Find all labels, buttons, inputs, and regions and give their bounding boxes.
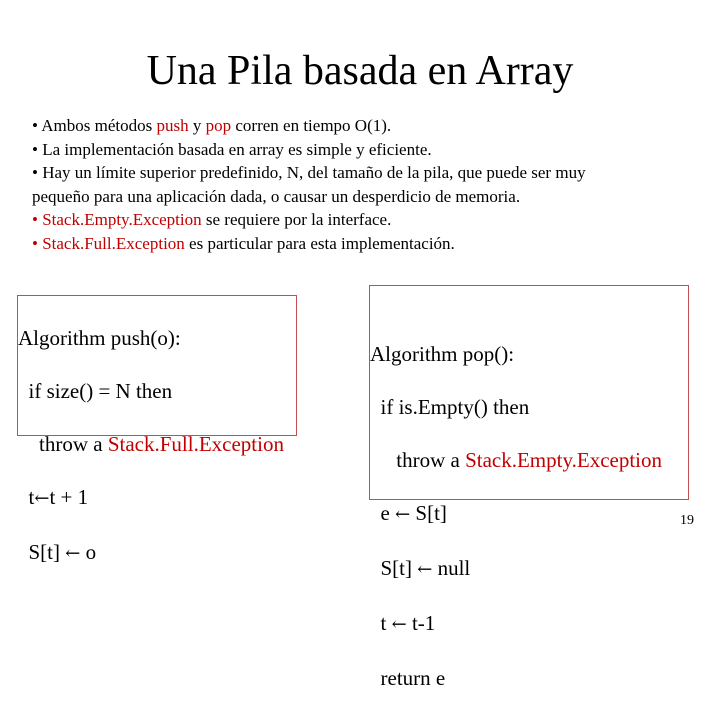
push-algorithm-box [17, 295, 297, 564]
push-keyword: push [156, 116, 189, 135]
push-line-store: S[t] ← o [18, 539, 97, 564]
pop-keyword: pop [205, 116, 232, 135]
push-line-condition: if size() = N then [18, 378, 173, 403]
bullet-simplicity: • La implementación basada en array es simple y eficiente. [32, 139, 432, 159]
bullet-limit-line2: pequeño para una aplicación dada, o causar un desperdicio de memoria. [32, 186, 521, 206]
assign-arrow-icon: ← [65, 542, 81, 564]
assign-arrow-icon: ← [34, 487, 50, 509]
pop-line-condition: if is.Empty() then [370, 394, 530, 419]
full-exception-name: • Stack.Full.Exception [32, 233, 185, 253]
pop-line-clear: S[t] ← null [370, 555, 471, 580]
empty-exception-name: • Stack.Empty.Exception [32, 210, 202, 229]
page-number: 19 [680, 513, 694, 528]
assign-arrow-icon: ← [395, 503, 411, 525]
pop-line-throw: throw a Stack.Empty.Exception [370, 447, 663, 472]
bullet-full-exception: • Stack.Full.Exception es particular para esta implementación. [32, 233, 455, 253]
bullet-complexity: • Ambos métodos push y pop corren en tiempo O(1). [32, 116, 392, 135]
bullet-empty-exception: • Stack.Empty.Exception se requiere por la interface. [32, 210, 392, 229]
pop-line-read: e ← S[t] [370, 500, 447, 525]
bullet-limit-line1: • Hay un límite superior predefinido, N, del tamaño de la pila, que puede ser muy [32, 163, 586, 182]
push-line-increment: t←t + 1 [18, 484, 89, 509]
pop-line-return: return e [370, 665, 446, 690]
bullet-list [32, 114, 702, 255]
pop-exception: Stack.Empty.Exception [465, 447, 663, 472]
pop-line-decrement: t ← t-1 [370, 610, 436, 635]
slide-title: Una Pila basada en Array [146, 48, 574, 94]
assign-arrow-icon: ← [417, 558, 433, 580]
push-line-throw: throw a Stack.Full.Exception [18, 431, 284, 456]
pop-line-header: Algorithm pop(): [370, 341, 515, 366]
push-line-header: Algorithm push(o): [18, 325, 181, 350]
push-exception: Stack.Full.Exception [107, 431, 284, 456]
assign-arrow-icon: ← [391, 613, 407, 635]
